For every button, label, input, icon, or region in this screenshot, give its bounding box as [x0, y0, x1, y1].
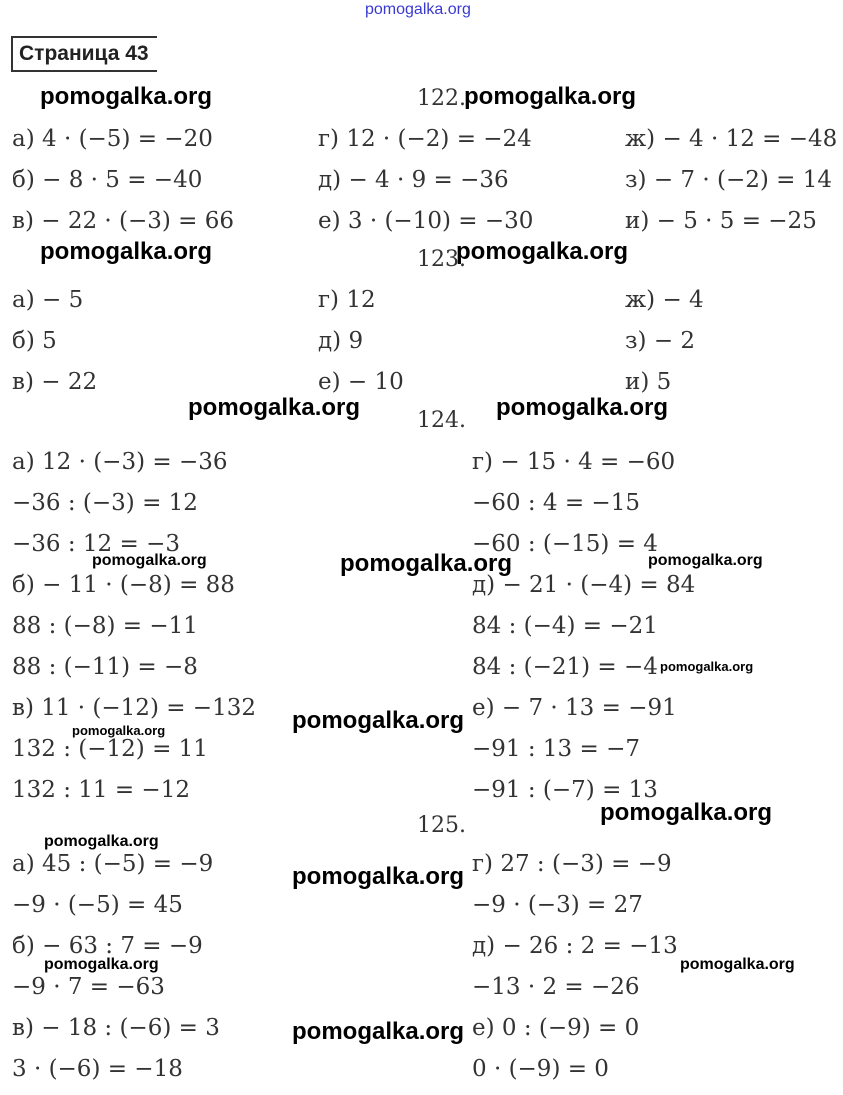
watermark: pomogalka.org — [464, 83, 637, 110]
page-number-label: Страница 43 — [11, 36, 157, 72]
ex125-right-line: −13 · 2 = −26 — [472, 974, 640, 1000]
watermark: pomogalka.org — [456, 238, 629, 265]
watermark: pomogalka.org — [496, 394, 669, 421]
ex122-item-b: б) − 8 · 5 = −40 — [12, 167, 203, 193]
ex123-item-g: г) 12 — [318, 287, 376, 313]
watermark: pomogalka.org — [188, 394, 361, 421]
exercise-124-number: 124. — [417, 408, 466, 433]
ex122-item-d: д) − 4 · 9 = −36 — [318, 167, 509, 193]
ex124-left-line: −36 : (−3) = 12 — [12, 490, 198, 516]
watermark: pomogalka.org — [92, 552, 207, 569]
ex125-right-line: д) − 26 : 2 = −13 — [472, 933, 678, 959]
ex123-item-e: е) − 10 — [318, 369, 404, 395]
ex123-item-b: б) 5 — [12, 328, 57, 354]
ex124-right-line: −91 : 13 = −7 — [472, 736, 640, 762]
watermark: pomogalka.org — [292, 863, 465, 890]
ex122-item-v: в) − 22 · (−3) = 66 — [12, 208, 235, 234]
ex124-right-line: 84 : (−4) = −21 — [472, 613, 658, 639]
ex124-left-line: в) 11 · (−12) = −132 — [12, 695, 256, 721]
site-header-watermark: pomogalka.org — [365, 1, 471, 18]
ex123-item-v: в) − 22 — [12, 369, 98, 395]
ex122-item-e: е) 3 · (−10) = −30 — [318, 208, 534, 234]
exercise-122-number: 122. — [417, 86, 466, 111]
ex125-right-line: 0 · (−9) = 0 — [472, 1056, 609, 1082]
exercise-125-number: 125. — [417, 813, 466, 838]
ex124-right-line: 84 : (−21) = −4 — [472, 654, 658, 680]
ex124-right-line: −91 : (−7) = 13 — [472, 777, 658, 803]
watermark: pomogalka.org — [40, 238, 213, 265]
ex124-left-line: 132 : (−12) = 11 — [12, 736, 208, 762]
ex124-right-line: г) − 15 · 4 = −60 — [472, 449, 676, 475]
ex123-item-i: и) 5 — [625, 369, 672, 395]
ex122-item-a: а) 4 · (−5) = −20 — [12, 126, 213, 152]
ex125-left-line: −9 · (−5) = 45 — [12, 892, 183, 918]
watermark: pomogalka.org — [292, 707, 465, 734]
ex124-left-line: 88 : (−8) = −11 — [12, 613, 198, 639]
watermark: pomogalka.org — [680, 956, 795, 973]
ex124-right-line: д) − 21 · (−4) = 84 — [472, 572, 696, 598]
ex125-left-line: в) − 18 : (−6) = 3 — [12, 1015, 220, 1041]
ex125-left-line: б) − 63 : 7 = −9 — [12, 933, 203, 959]
watermark: pomogalka.org — [40, 83, 213, 110]
watermark: pomogalka.org — [72, 723, 166, 738]
exercise-123-number: 123. — [417, 247, 466, 272]
ex124-left-line: 88 : (−11) = −8 — [12, 654, 198, 680]
ex122-item-zh: ж) − 4 · 12 = −48 — [625, 126, 838, 152]
ex123-item-zh: ж) − 4 — [625, 287, 704, 313]
watermark: pomogalka.org — [292, 1018, 465, 1045]
ex124-left-line: а) 12 · (−3) = −36 — [12, 449, 228, 475]
ex125-right-line: г) 27 : (−3) = −9 — [472, 851, 672, 877]
watermark: pomogalka.org — [44, 956, 159, 973]
ex122-item-g: г) 12 · (−2) = −24 — [318, 126, 532, 152]
ex125-left-line: 3 · (−6) = −18 — [12, 1056, 183, 1082]
watermark: pomogalka.org — [44, 833, 159, 850]
ex125-right-line: е) 0 : (−9) = 0 — [472, 1015, 640, 1041]
ex125-left-line: −9 · 7 = −63 — [12, 974, 165, 1000]
watermark: pomogalka.org — [600, 799, 773, 826]
ex125-right-line: −9 · (−3) = 27 — [472, 892, 643, 918]
ex123-item-z: з) − 2 — [625, 328, 696, 354]
ex124-left-line: −36 : 12 = −3 — [12, 531, 180, 557]
ex123-item-a: а) − 5 — [12, 287, 84, 313]
ex123-item-d: д) 9 — [318, 328, 364, 354]
ex124-right-line: −60 : (−15) = 4 — [472, 531, 658, 557]
watermark: pomogalka.org — [340, 550, 513, 577]
ex122-item-i: и) − 5 · 5 = −25 — [625, 208, 817, 234]
watermark: pomogalka.org — [648, 552, 763, 569]
ex124-left-line: 132 : 11 = −12 — [12, 777, 190, 803]
ex124-right-line: −60 : 4 = −15 — [472, 490, 640, 516]
ex124-right-line: е) − 7 · 13 = −91 — [472, 695, 677, 721]
ex122-item-z: з) − 7 · (−2) = 14 — [625, 167, 832, 193]
watermark: pomogalka.org — [660, 659, 754, 674]
ex124-left-line: б) − 11 · (−8) = 88 — [12, 572, 235, 598]
ex125-left-line: а) 45 : (−5) = −9 — [12, 851, 214, 877]
